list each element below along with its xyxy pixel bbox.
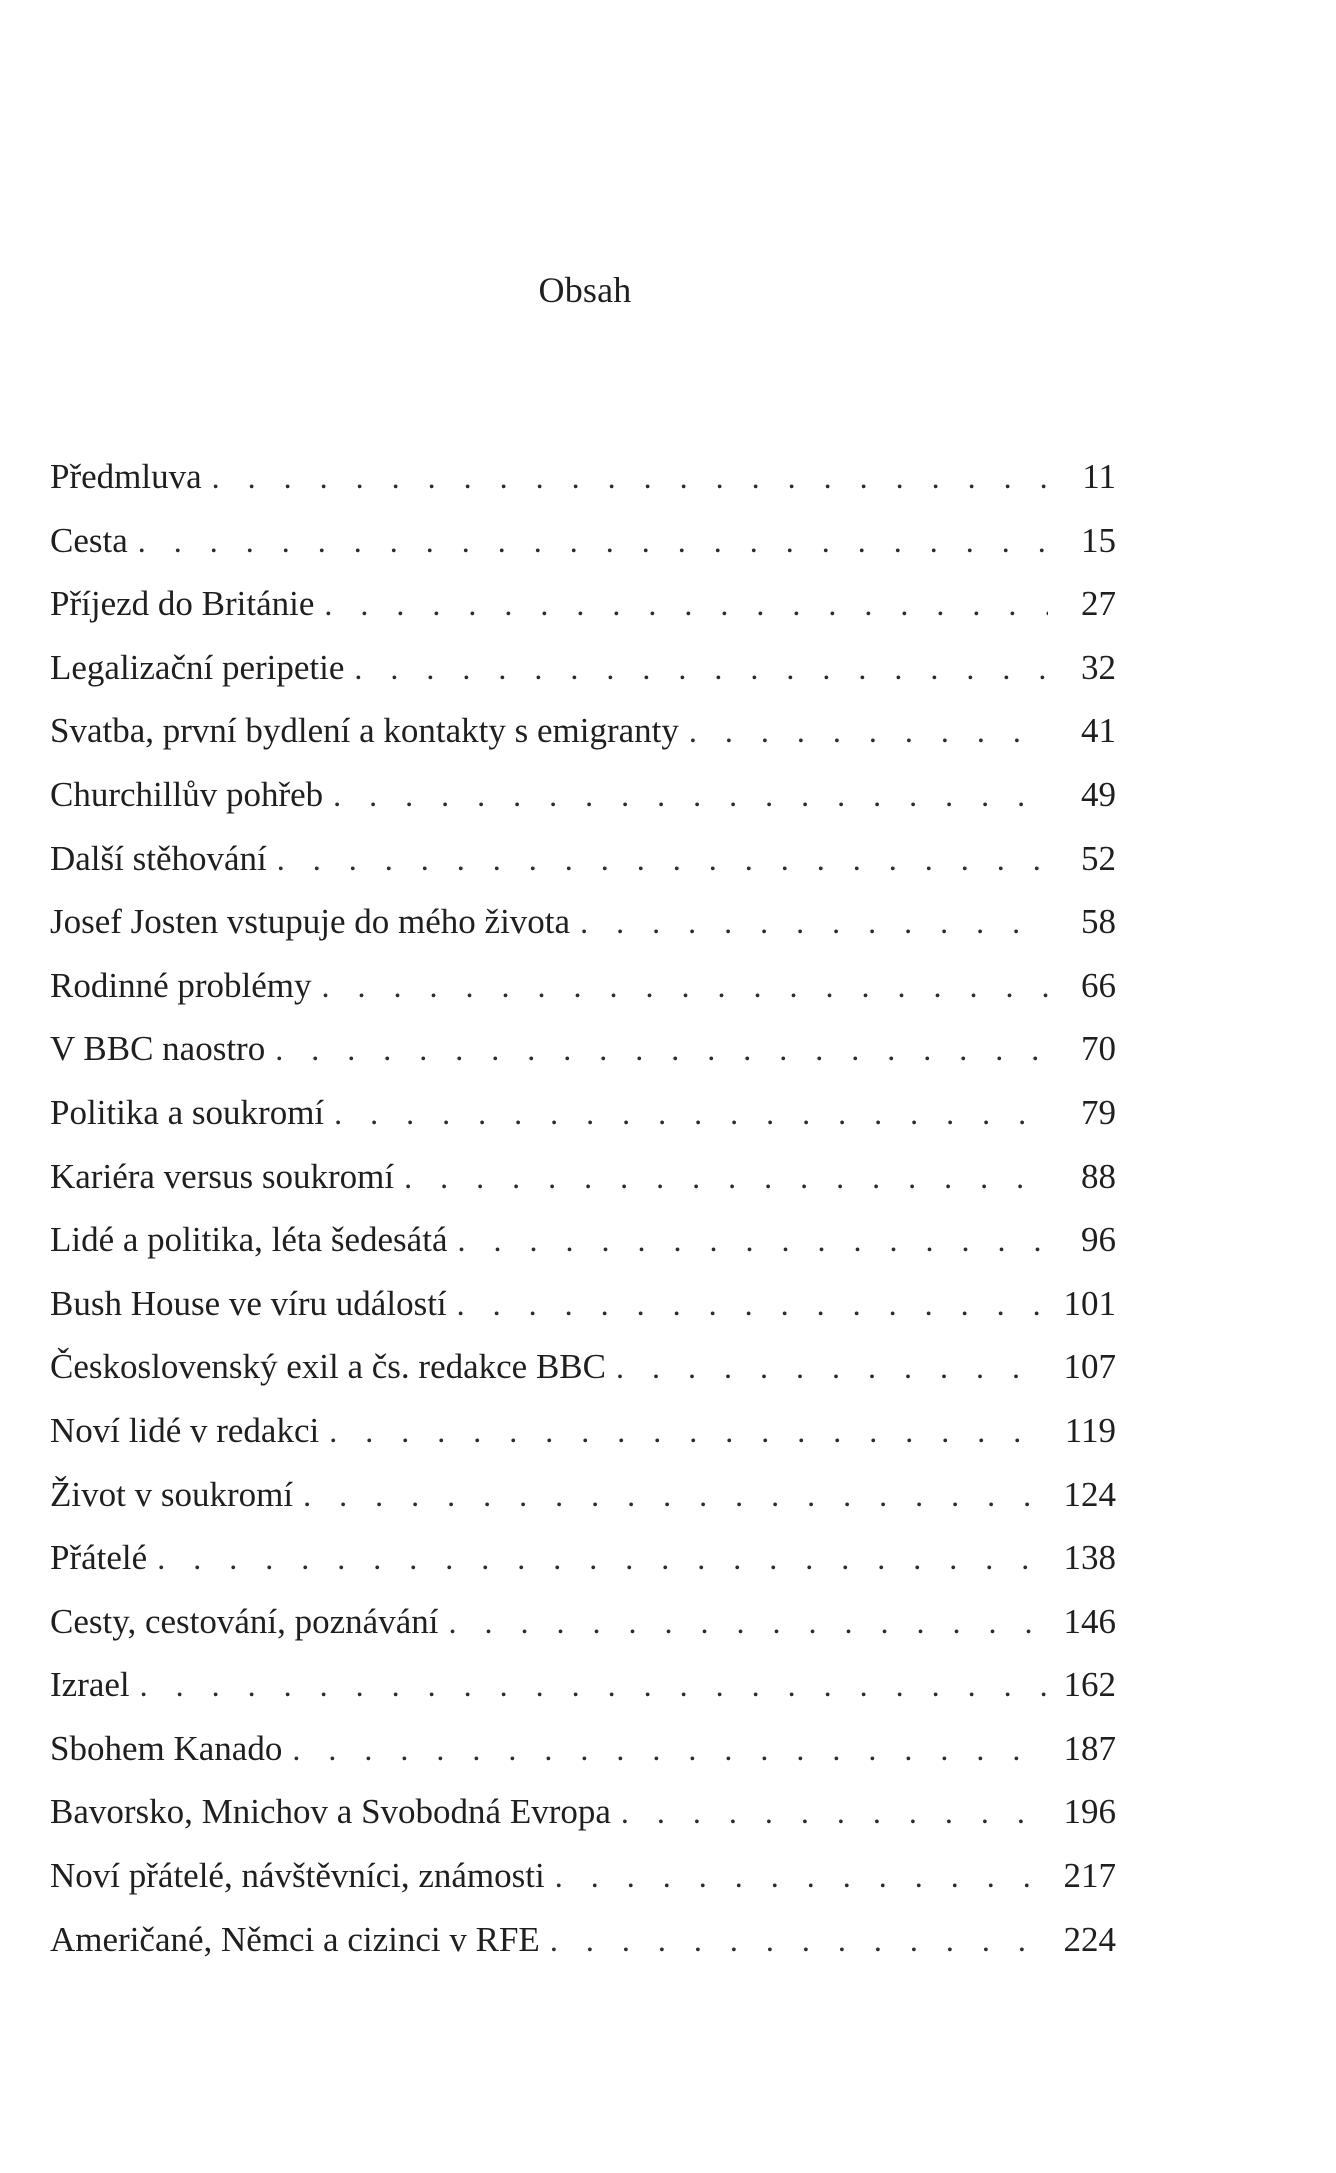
dot-leader bbox=[329, 1400, 1048, 1464]
toc-entry-title: Bush House ve víru událostí bbox=[50, 1272, 457, 1336]
toc-entry-page: 27 bbox=[1048, 572, 1116, 636]
toc-row bbox=[50, 636, 1116, 700]
toc-entry-page: 58 bbox=[1048, 890, 1116, 954]
dot-leader bbox=[616, 1336, 1048, 1400]
toc-entry-page: 187 bbox=[1048, 1717, 1116, 1781]
toc-entry-title: Sbohem Kanado bbox=[50, 1717, 292, 1781]
page-title: Obsah bbox=[538, 270, 632, 310]
toc-entry-title: Rodinné problémy bbox=[50, 954, 322, 1018]
toc-row bbox=[50, 445, 1116, 509]
dot-leader bbox=[550, 1909, 1048, 1973]
toc-entry-title: Izrael bbox=[50, 1653, 140, 1717]
toc-row bbox=[50, 1844, 1116, 1908]
toc-entry-page: 119 bbox=[1048, 1399, 1116, 1463]
toc-row bbox=[50, 1272, 1116, 1336]
toc-entry-title: Svatba, první bydlení a kontakty s emigranty bbox=[50, 699, 689, 763]
toc-row bbox=[50, 1081, 1116, 1145]
toc-entry-title: Bavorsko, Mnichov a Svobodná Evropa bbox=[50, 1780, 621, 1844]
dot-leader bbox=[448, 1591, 1048, 1655]
toc-entry-title: Československý exil a čs. redakce BBC bbox=[50, 1335, 616, 1399]
toc-entry-page: 124 bbox=[1048, 1463, 1116, 1527]
toc-row bbox=[50, 1908, 1116, 1972]
toc-entry-page: 224 bbox=[1048, 1908, 1116, 1972]
toc-entry-title: Noví přátelé, návštěvníci, známosti bbox=[50, 1844, 555, 1908]
toc-entry-page: 138 bbox=[1048, 1526, 1116, 1590]
toc-entry-title: Kariéra versus soukromí bbox=[50, 1145, 404, 1209]
dot-leader bbox=[404, 1146, 1048, 1210]
toc-row bbox=[50, 954, 1116, 1018]
toc-entry-page: 66 bbox=[1048, 954, 1116, 1018]
dot-leader bbox=[621, 1781, 1048, 1845]
dot-leader bbox=[157, 1527, 1048, 1591]
dot-leader bbox=[212, 446, 1048, 510]
toc-entry-title: Další stěhování bbox=[50, 827, 277, 891]
toc-row bbox=[50, 509, 1116, 573]
toc-row bbox=[50, 827, 1116, 891]
toc-row bbox=[50, 1399, 1116, 1463]
dot-leader bbox=[324, 573, 1048, 637]
toc-entry-title: Lidé a politika, léta šedesátá bbox=[50, 1208, 457, 1272]
toc-entry-title: Přátelé bbox=[50, 1526, 157, 1590]
table-of-contents bbox=[50, 445, 1116, 1971]
toc-entry-page: 32 bbox=[1048, 636, 1116, 700]
toc-entry-title: Cesty, cestování, poznávání bbox=[50, 1590, 448, 1654]
toc-entry-title: V BBC naostro bbox=[50, 1017, 275, 1081]
dot-leader bbox=[140, 1654, 1048, 1718]
toc-entry-page: 52 bbox=[1048, 827, 1116, 891]
toc-entry-page: 70 bbox=[1048, 1017, 1116, 1081]
toc-entry-page: 15 bbox=[1048, 509, 1116, 573]
toc-row bbox=[50, 1590, 1116, 1654]
dot-leader bbox=[275, 1018, 1048, 1082]
dot-leader bbox=[277, 828, 1048, 892]
toc-row bbox=[50, 1780, 1116, 1844]
toc-row bbox=[50, 1653, 1116, 1717]
toc-entry-page: 196 bbox=[1048, 1780, 1116, 1844]
toc-entry-title: Příjezd do Británie bbox=[50, 572, 324, 636]
toc-row bbox=[50, 1463, 1116, 1527]
dot-leader bbox=[457, 1209, 1048, 1273]
toc-entry-title: Předmluva bbox=[50, 445, 212, 509]
toc-entry-page: 49 bbox=[1048, 763, 1116, 827]
dot-leader bbox=[457, 1273, 1048, 1337]
dot-leader bbox=[580, 891, 1048, 955]
toc-entry-page: 41 bbox=[1048, 699, 1116, 763]
toc-entry-page: 107 bbox=[1048, 1335, 1116, 1399]
toc-entry-page: 79 bbox=[1048, 1081, 1116, 1145]
dot-leader bbox=[354, 637, 1048, 701]
toc-entry-title: Noví lidé v redakci bbox=[50, 1399, 329, 1463]
toc-row bbox=[50, 890, 1116, 954]
toc-entry-title: Politika a soukromí bbox=[50, 1081, 334, 1145]
toc-entry-title: Churchillův pohřeb bbox=[50, 763, 333, 827]
toc-entry-page: 88 bbox=[1048, 1145, 1116, 1209]
dot-leader bbox=[322, 955, 1049, 1019]
toc-entry-page: 96 bbox=[1048, 1208, 1116, 1272]
toc-entry-page: 11 bbox=[1048, 445, 1116, 509]
toc-entry-title: Cesta bbox=[50, 509, 138, 573]
dot-leader bbox=[138, 510, 1048, 574]
toc-entry-page: 217 bbox=[1048, 1844, 1116, 1908]
toc-entry-page: 101 bbox=[1048, 1272, 1116, 1336]
toc-entry-title: Život v soukromí bbox=[50, 1463, 303, 1527]
toc-entry-page: 162 bbox=[1048, 1653, 1116, 1717]
toc-row bbox=[50, 1145, 1116, 1209]
toc-entry-title: Legalizační peripetie bbox=[50, 636, 354, 700]
dot-leader bbox=[333, 764, 1048, 828]
dot-leader bbox=[334, 1082, 1048, 1146]
toc-entry-page: 146 bbox=[1048, 1590, 1116, 1654]
toc-row bbox=[50, 1717, 1116, 1781]
toc-row bbox=[50, 1526, 1116, 1590]
toc-row bbox=[50, 572, 1116, 636]
toc-entry-title: Američané, Němci a cizinci v RFE bbox=[50, 1908, 550, 1972]
dot-leader bbox=[292, 1718, 1048, 1782]
dot-leader bbox=[303, 1464, 1048, 1528]
toc-row bbox=[50, 1017, 1116, 1081]
dot-leader bbox=[555, 1845, 1048, 1909]
toc-row bbox=[50, 1208, 1116, 1272]
toc-row bbox=[50, 1335, 1116, 1399]
toc-entry-title: Josef Josten vstupuje do mého života bbox=[50, 890, 580, 954]
dot-leader bbox=[689, 700, 1048, 764]
toc-row bbox=[50, 699, 1116, 763]
toc-row bbox=[50, 763, 1116, 827]
